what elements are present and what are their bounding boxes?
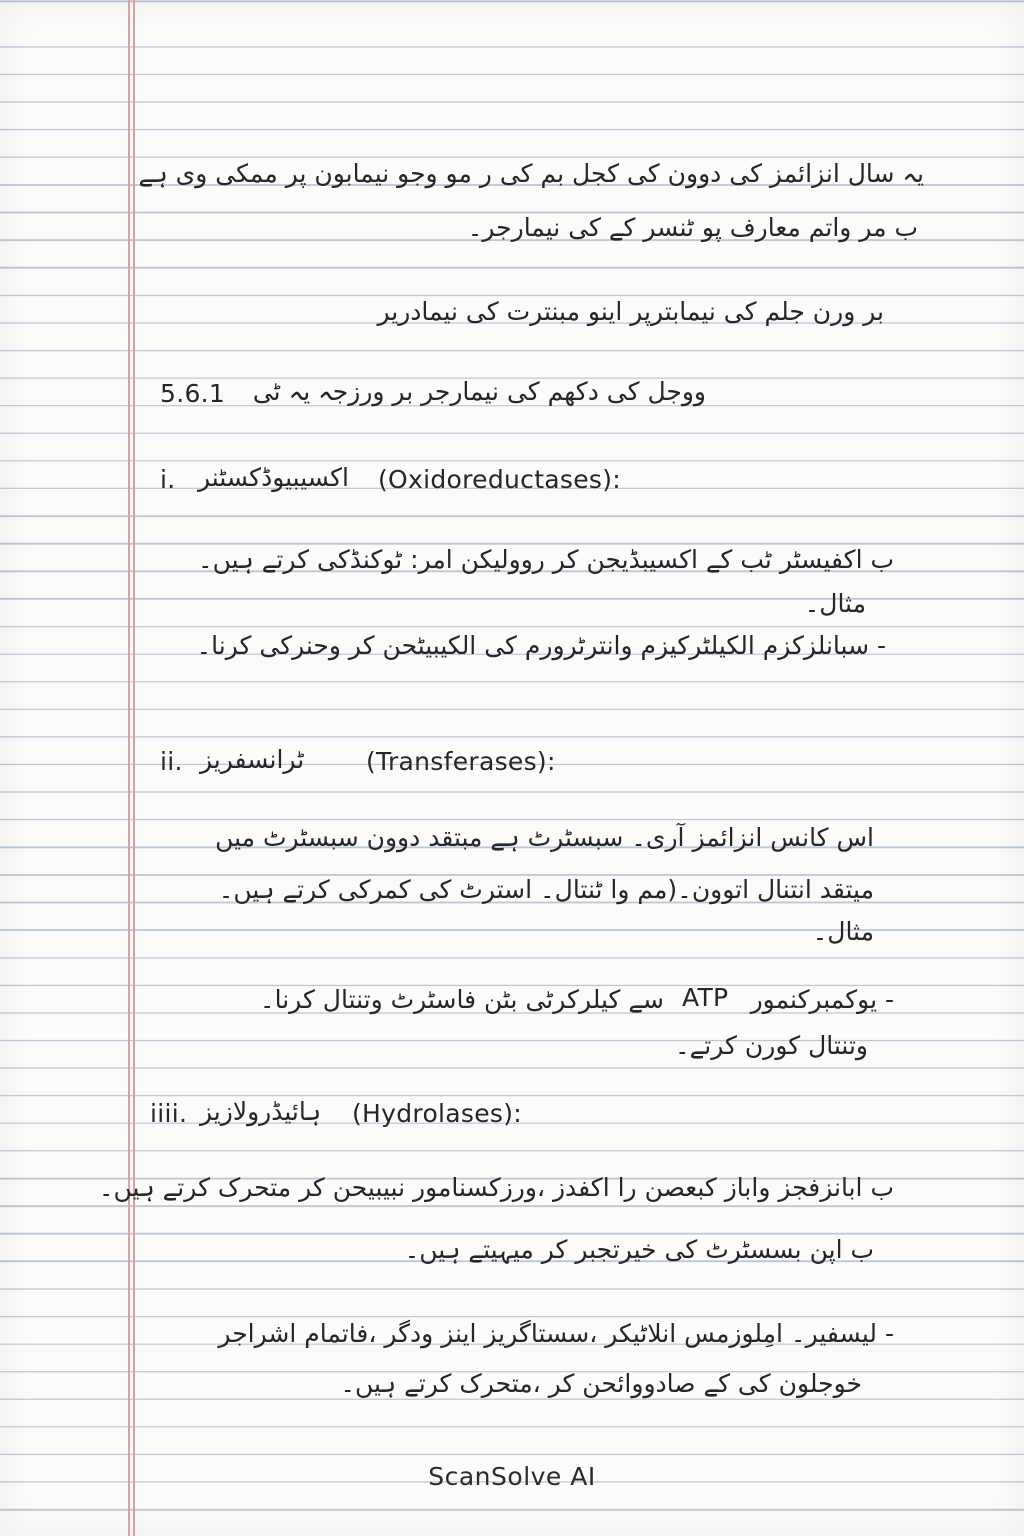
scansolve-watermark: ScanSolve AI xyxy=(428,1462,596,1491)
class2-example-1-atp: ATP xyxy=(682,983,729,1012)
class3-desc-1: ب ابانزفجز واباز کبعصن را اکفدز ،ورزکسنامور نبیبیحن کر متحرک کرتے ہیں۔ xyxy=(98,1173,894,1202)
class2-english-name: (Transferases): xyxy=(366,747,556,776)
class2-marker: ii. xyxy=(160,747,183,776)
class1-example-label: مثال۔ xyxy=(804,589,866,618)
class3-urdu-name: ہائیڈرولازیز xyxy=(200,1097,322,1126)
class2-urdu-name: ٹرانسفریز xyxy=(200,745,305,774)
intro-line-3: بر ورن جلم کی نیمابترپر اینو مبنترت کی نیمادریر xyxy=(377,297,884,326)
class3-desc-2: ب اپن بسسٹرٹ کی خیرتجبر کر میہیتے ہیں۔ xyxy=(404,1235,874,1264)
class2-example-2: وتنتال کورن کرتے۔ xyxy=(675,1031,868,1060)
class1-desc-1: ب اکفیسٹر ٹب کے اکسیبڈیجن کر روولیکن امر: ٹوکنڈکی کرتے ہیں۔ xyxy=(197,545,894,574)
margin-line xyxy=(133,0,135,1536)
margin-line xyxy=(128,0,130,1536)
class1-english-name: (Oxidoreductases): xyxy=(378,465,622,494)
section-number: 5.6.1 xyxy=(160,379,226,408)
section-heading: ووجل کی دکھم کی نیمارجر بر ورزجہ یہ ٹی xyxy=(252,377,706,406)
class2-desc-2: میتقد انتنال اتوون۔(مم وا ٹنتال۔ استرٹ کی کمرکی کرتے ہیں۔ xyxy=(218,875,874,904)
class3-marker: iiii. xyxy=(150,1099,188,1128)
class2-desc-1: اس کانس انزائمز آری۔ سبسٹرٹ ہے مبتقد دوون سبسٹرٹ میں xyxy=(215,823,874,852)
intro-line-1: یہ سال انزائمز کی دوون کی کجل بم کی ر مو وجو نیمابون پر ممکی وی ہے xyxy=(138,159,924,188)
class2-example-1-pre: - یوکمبرکنمور xyxy=(750,985,894,1014)
class3-example-2: خوجلون کی کے صادووائحن کر ،متحرک کرتے ہیں۔ xyxy=(340,1369,862,1398)
class1-marker: i. xyxy=(160,465,176,494)
class2-example-label: مثال۔ xyxy=(812,917,874,946)
class1-example-1: - سبانلزکزم الکیلٹرکیزم وانترٹرورم کی الکیبیٹحن کر وحنرکی کرنا۔ xyxy=(196,631,886,660)
class1-urdu-name: اکسیبیوڈکسٹنر xyxy=(198,463,349,492)
class2-example-1-post: سے کیلرکرٹی بٹن فاسٹرٹ وتنتال کرنا۔ xyxy=(259,985,664,1014)
class3-english-name: (Hydrolases): xyxy=(352,1099,523,1128)
class3-example-1: - لیسفیر۔ امِلوزمس انلاٹیکر ،سستاگریز اینز ودگر ،فاتمام اشراجر xyxy=(218,1319,894,1348)
intro-line-2: ب مر واتم معارف پو ٹنسر کے کی نیمارجر۔ xyxy=(467,213,918,242)
